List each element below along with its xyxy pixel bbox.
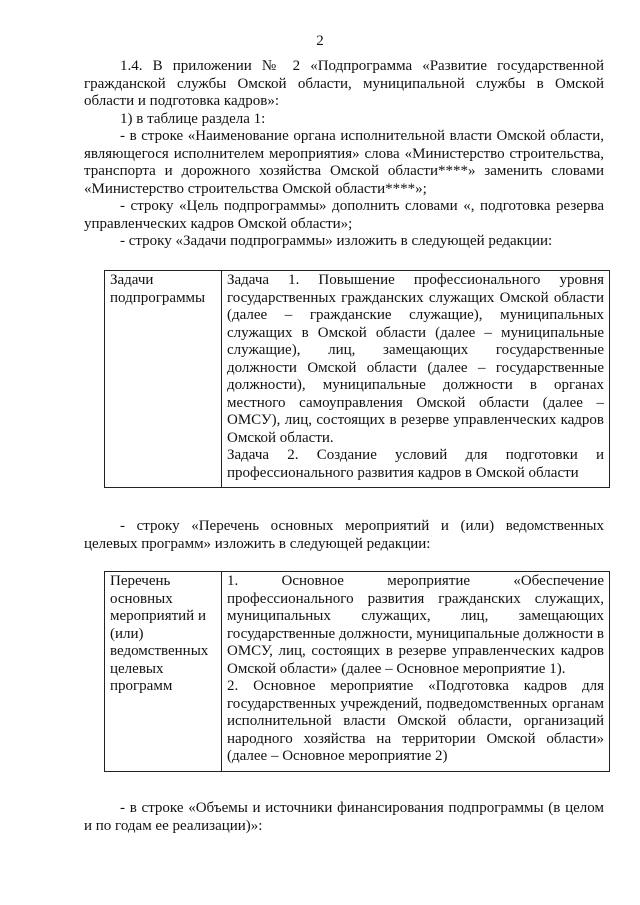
intro-tasks-change: - строку «Задачи подпрограммы» изложить в следующей редакции: [120, 233, 553, 249]
tasks-table [104, 270, 610, 488]
activities-table [104, 571, 610, 772]
activities-content-cell [222, 572, 610, 772]
activity-1: 1. Основное мероприятие «Обеспечение профессионального развития гражданских служащих, муниципальных служащих, лиц, замещающих государственные должности, муниципальные должности в ОМСУ, лиц, состоящих в резерве управленческих кадров Омской области» (далее – Основное мероприятие 1). [227, 573, 604, 677]
tasks-label-cell: Задачи подпрограммы [105, 271, 222, 488]
table-row [105, 271, 610, 488]
intro-table-reference: 1) в таблице раздела 1: [120, 110, 266, 127]
intro-section [84, 58, 604, 251]
intro-goal-change: - строку «Цель подпрограммы» дополнить словами «, подготовка резерва управленческих кадров Омской области»; [84, 198, 604, 232]
activity-2: 2. Основное мероприятие «Подготовка кадров для государственных учреждений, подведомственных органам исполнительной власти Омской области, организаций народного хозяйства на территории Омской области» (далее – Основное мероприятие 2) [227, 678, 604, 764]
intro-heading-paragraph: 1.4. В приложении № 2 «Подпрограмма «Развитие государственной гражданской службы Омской области, муниципальной службы в Омской области и подготовка кадров»: [84, 58, 604, 109]
task-2: Задача 2. Создание условий для подготовки и профессионального развития кадров в Омской области [227, 447, 604, 481]
financing-change-paragraph: - в строке «Объемы и источники финансирования подпрограммы (в целом и по годам ее реализации)»: [84, 800, 604, 834]
task-1: Задача 1. Повышение профессионального уровня государственных гражданских служащих Омской области (далее – гражданские служащие), муниципальных служащих в Омской области (далее – муниципальные служащие), лиц, замещающих государственные должности Омской области (далее – государственные должности), муниципальные должности в органах местного самоуправления Омской области (далее – ОМСУ), лиц, состоящих в резерве управленческих кадров Омской области. [227, 272, 604, 446]
page-number: 2 [316, 33, 324, 49]
table-row [105, 572, 610, 772]
middle-section [84, 518, 604, 553]
activities-change-paragraph: - строку «Перечень основных мероприятий и (или) ведомственных целевых программ» изложить в следующей редакции: [84, 518, 604, 552]
activities-label-cell: Перечень основных мероприятий и (или) ведомственных целевых программ [105, 572, 222, 772]
tasks-content-cell [222, 271, 610, 488]
intro-executor-change: - в строке «Наименование органа исполнительной власти Омской области, являющегося исполнителем мероприятия» слова «Министерство строительства, транспорта и дорожного хозяйства Омской области****» заменить словами «Министерство строительства Омской области****»; [84, 128, 604, 197]
closing-section [84, 800, 604, 835]
